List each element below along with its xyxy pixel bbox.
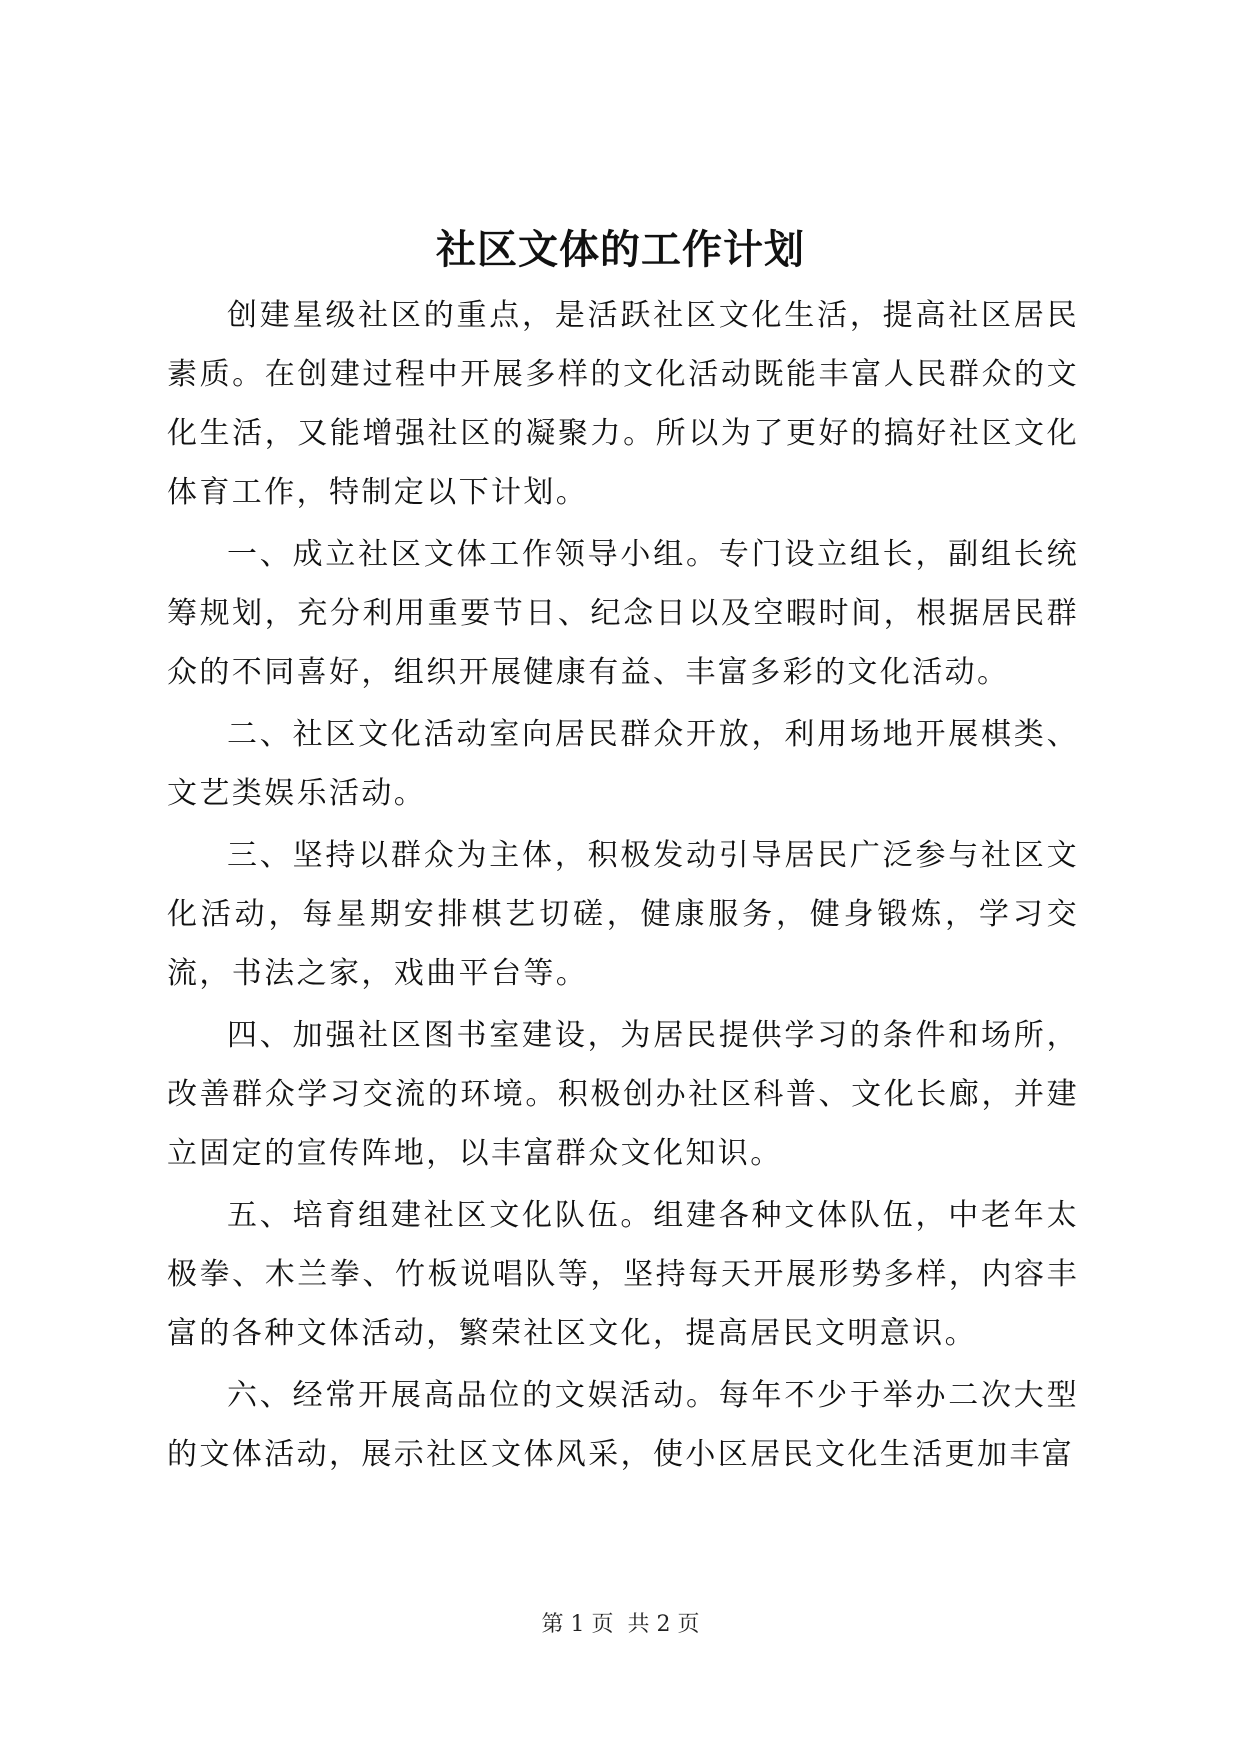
page-number-label: 第 1 页 共 2 页 [541,1612,700,1637]
plan-item-4-paragraph: 四、加强社区图书室建设，为居民提供学习的条件和场所，改善群众学习交流的环境。积极创办社区科普、文化长廊，并建立固定的宣传阵地，以丰富群众文化知识。 [167,1018,1079,1171]
plan-item-5-paragraph: 五、培育组建社区文化队伍。组建各种文体队伍，中老年太极拳、木兰拳、竹板说唱队等，坚持每天开展形势多样，内容丰富的各种文体活动，繁荣社区文化，提高居民文明意识。 [167,1198,1079,1351]
plan-item-3-paragraph: 三、坚持以群众为主体，积极发动引导居民广泛参与社区文化活动，每星期安排棋艺切磋，健康服务，健身锻炼，学习交流，书法之家，戏曲平台等。 [167,838,1079,991]
plan-item-6-paragraph: 六、经常开展高品位的文娱活动。每年不少于举办二次大型的文体活动，展示社区文体风采，使小区居民文化生活更加丰富 [167,1378,1079,1472]
document-body [167,286,1079,1487]
plan-item-1-paragraph: 一、成立社区文体工作领导小组。专门设立组长，副组长统筹规划，充分利用重要节日、纪念日以及空暇时间，根据居民群众的不同喜好，组织开展健康有益、丰富多彩的文化活动。 [167,537,1079,690]
page-footer [0,1610,1241,1640]
intro-paragraph: 创建星级社区的重点，是活跃社区文化生活，提高社区居民素质。在创建过程中开展多样的文化活动既能丰富人民群众的文化生活，又能增强社区的凝聚力。所以为了更好的搞好社区文化体育工作，特制定以下计划。 [167,298,1079,510]
document-title: 社区文体的工作计划 [436,226,805,273]
plan-item-2-paragraph: 二、社区文化活动室向居民群众开放，利用场地开展棋类、文艺类娱乐活动。 [167,717,1079,811]
